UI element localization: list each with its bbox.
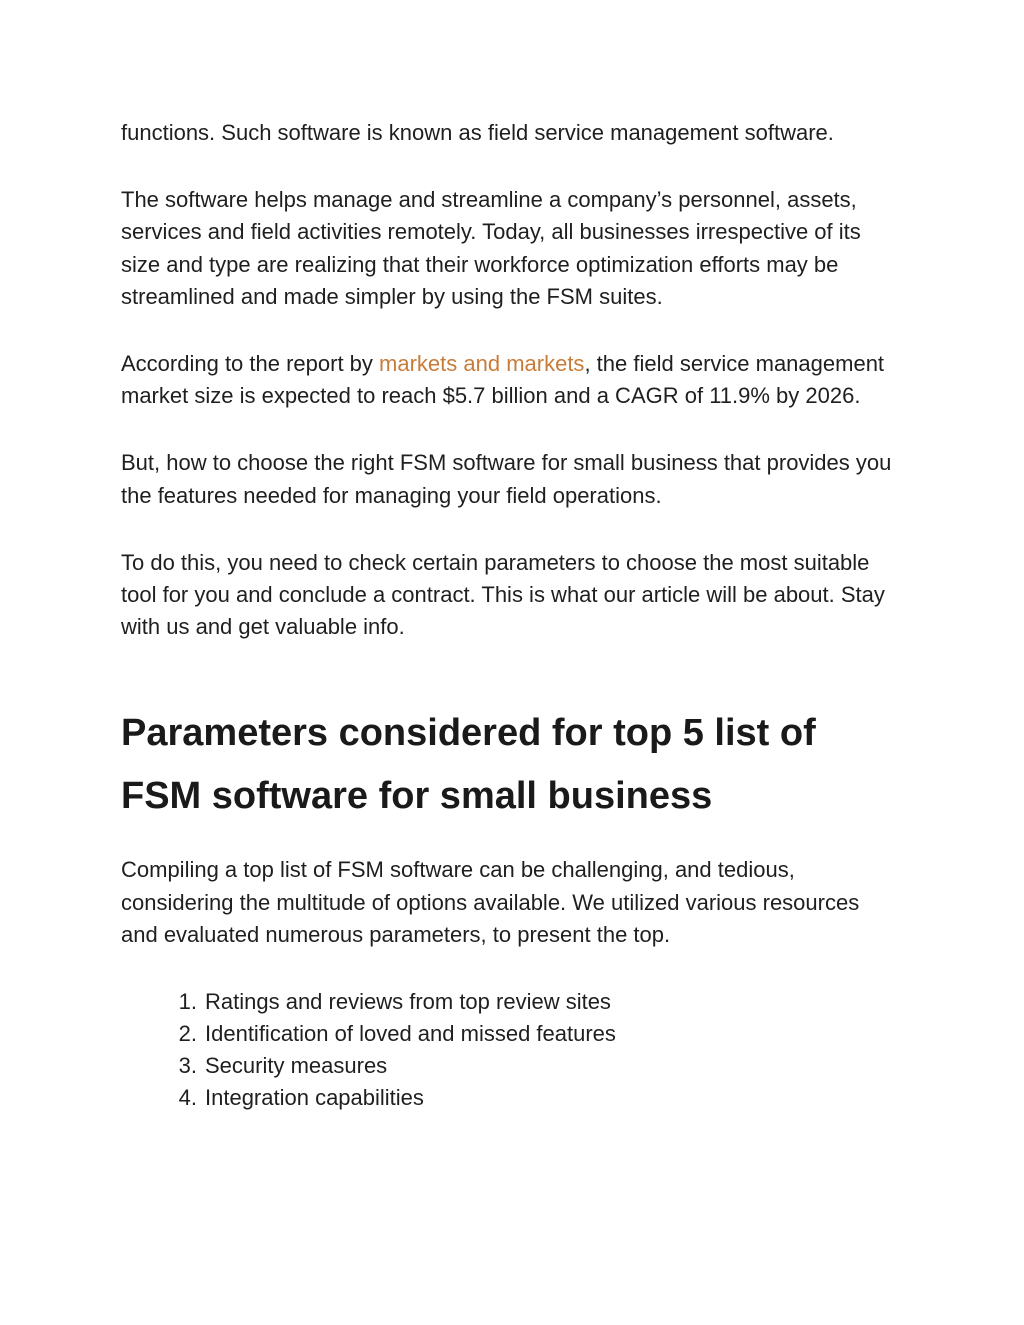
- markets-and-markets-link[interactable]: markets and markets: [379, 351, 585, 377]
- list-item-text: Ratings and reviews from top review sites: [205, 989, 611, 1015]
- paragraph-compiling-list: Compiling a top list of FSM software can be challenging, and tedious, considering the multitude of options available. We utilized various resources and evaluated numerous parameters, to present the top.: [121, 857, 860, 947]
- list-item-text: Identification of loved and missed features: [205, 1021, 616, 1047]
- list-item: [121, 986, 901, 1018]
- paragraph-fsm-definition: functions. Such software is known as field service management software.: [121, 120, 834, 145]
- paragraph-software-benefits: The software helps manage and streamline a company’s personnel, assets, services and field activities remotely. Today, all businesses irrespective of its size and type are realizing that their workforce optimization efforts may be streamlined and made simpler by using the FSM suites.: [121, 187, 861, 309]
- list-item-number: 4.: [178, 1085, 197, 1111]
- list-item: [121, 1082, 901, 1114]
- list-item-number: 2.: [178, 1021, 197, 1047]
- section-heading: Parameters considered for top 5 list of FSM software for small business: [121, 712, 816, 818]
- list-item-text: Security measures: [205, 1053, 388, 1079]
- paragraph-choose-question: But, how to choose the right FSM software for small business that provides you the features needed for managing your field operations.: [121, 450, 892, 508]
- document-page: [121, 117, 901, 1114]
- parameters-list: [121, 986, 901, 1114]
- paragraph-article-intro: To do this, you need to check certain parameters to choose the most suitable tool for you and conclude a contract. This is what our article will be about. Stay with us and get valuable info.: [121, 549, 885, 640]
- list-item: [121, 1018, 901, 1050]
- market-report-text-end: , the field service management market size is expected to reach $5.7 billion and a CAGR of 11.9% by 2026.: [121, 351, 885, 409]
- list-item-text: Integration capabilities: [205, 1085, 424, 1111]
- paragraph-market-report: [121, 348, 901, 412]
- list-item-number: 3.: [178, 1053, 197, 1079]
- list-item: [121, 1050, 901, 1082]
- market-report-text-start: According to the report by: [121, 351, 380, 377]
- list-item-number: 1.: [178, 989, 197, 1015]
